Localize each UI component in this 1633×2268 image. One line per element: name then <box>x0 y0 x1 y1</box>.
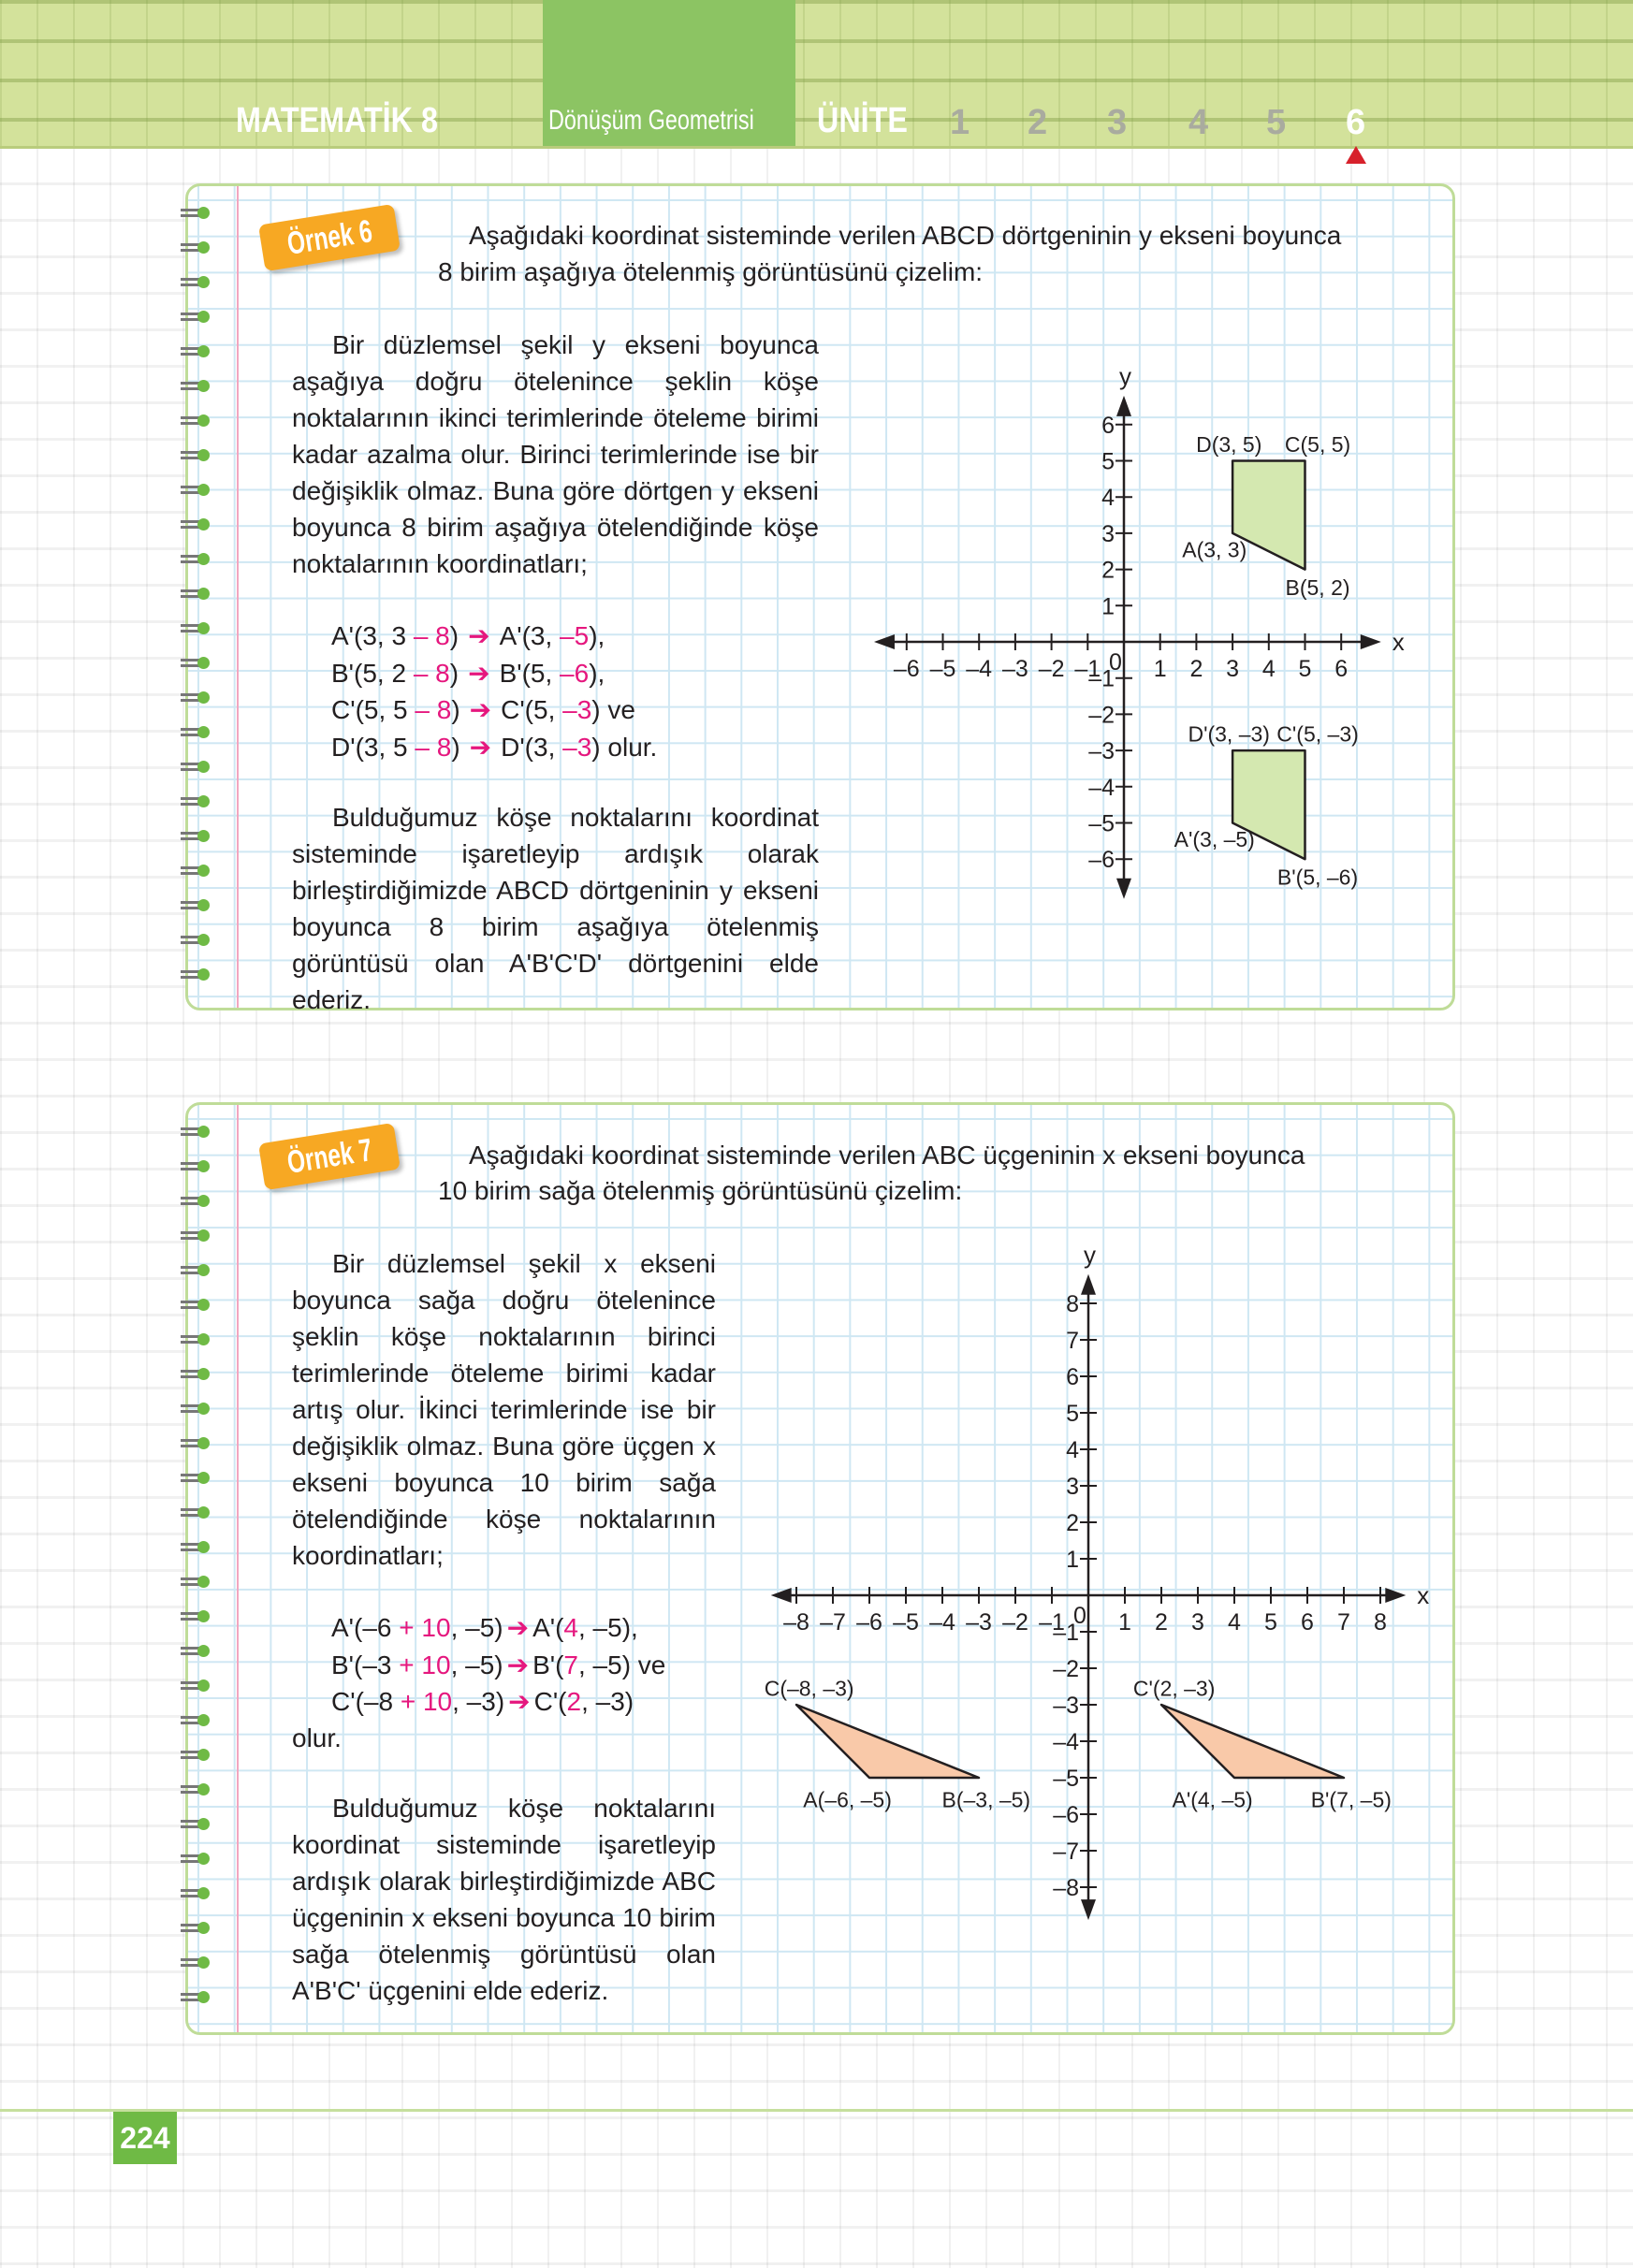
vertex-label: D'(3, –3) <box>1188 721 1270 747</box>
x-tick-label: –6 <box>893 656 920 682</box>
unit-3[interactable]: 3 <box>1107 103 1128 142</box>
arrow-right-icon: ➔ <box>508 1687 531 1716</box>
book-title: MATEMATİK 8 <box>236 101 438 140</box>
vertex-label: C'(2, –3) <box>1132 1676 1216 1701</box>
y-tick-label: 1 <box>1066 1547 1079 1573</box>
vertex-label: A'(3, –5) <box>1174 826 1255 851</box>
x-tick-label: 5 <box>1298 656 1312 682</box>
vertex-label: B'(7, –5) <box>1310 1787 1392 1812</box>
y-tick-label: 6 <box>1101 412 1115 439</box>
chapter-title: Dönüşüm Geometrisi <box>548 105 754 136</box>
y-tick-label: –1 <box>1053 1620 1079 1646</box>
shape-a-primeb-primec-prime <box>1161 1705 1344 1778</box>
equation-row: D'(3, 5 – 8) ➔ D'(3, –3) olur. <box>331 729 657 766</box>
y-tick-label: 7 <box>1066 1328 1079 1354</box>
vertex-label: A(3, 3) <box>1182 537 1247 562</box>
arrow-right-icon: ➔ <box>506 1613 530 1642</box>
vertex-label: C'(5, –3) <box>1276 721 1359 747</box>
x-axis-label: x <box>1417 1581 1430 1609</box>
equation-row: A'(–6 + 10, –5) ➔ A'(4, –5), <box>331 1609 665 1647</box>
conclusion-paragraph: Bulduğumuz köşe noktalarını koordinat sisteminde işaretleyip ardışık olarak birleştirdiğimizde ABCD dörtgeninin y ekseni boyunca 8 birim aşağıya ötelenmiş görüntüsü olan A'B'C'D' dörtgenini elde ederiz. <box>292 803 819 1014</box>
y-tick-label: –4 <box>1088 774 1115 801</box>
example-badge: Örnek 6 <box>258 204 401 271</box>
y-tick-label: –6 <box>1088 847 1115 874</box>
y-tick-label: 3 <box>1101 520 1115 547</box>
arrow-right-icon: ➔ <box>506 1650 530 1679</box>
y-tick-label: 2 <box>1066 1510 1079 1536</box>
vertex-label: B(–3, –5) <box>941 1787 1031 1812</box>
x-tick-label: 3 <box>1226 656 1240 682</box>
x-tick-label: 7 <box>1337 1609 1350 1636</box>
x-tick-label: 5 <box>1264 1609 1277 1636</box>
y-tick-label: –1 <box>1088 665 1115 692</box>
x-tick-label: –3 <box>966 1609 992 1636</box>
explanation-paragraph: Bir düzlemsel şekil x ekseni boyunca sağa doğru ötelenince şeklin köşe noktalarının birinci terimlerinde öteleme birimi kadar artış olur. İkinci terimlerinde ise bir değişiklik olmaz. Buna göre üçgen x ekseni boyunca 10 birim sağa ötelendiğinde köşe noktalarının koordinatları; <box>292 1249 716 1570</box>
y-tick-label: 5 <box>1066 1401 1079 1427</box>
equation-row: B'(5, 2 – 8) ➔ B'(5, –6), <box>331 655 657 692</box>
example-badge: Örnek 7 <box>258 1123 401 1190</box>
y-tick-label: 5 <box>1101 448 1115 475</box>
x-tick-label: 4 <box>1261 656 1276 682</box>
y-tick-label: –3 <box>1053 1693 1079 1719</box>
x-tick-label: 4 <box>1228 1609 1241 1636</box>
x-tick-label: 2 <box>1155 1609 1168 1636</box>
intro-line-2: 8 birim aşağıya ötelenmiş görüntüsünü çizelim: <box>438 257 984 286</box>
x-tick-label: 6 <box>1334 656 1349 682</box>
x-tick-label: –2 <box>1002 1609 1028 1636</box>
unit-label: ÜNİTE <box>817 101 908 140</box>
y-tick-label: 1 <box>1101 593 1115 620</box>
x-tick-label: –5 <box>893 1609 919 1636</box>
y-tick-label: –6 <box>1053 1802 1079 1828</box>
x-tick-label: –7 <box>820 1609 846 1636</box>
y-axis-arrow-down-icon <box>1081 1899 1096 1920</box>
unit-5[interactable]: 5 <box>1266 103 1287 142</box>
vertex-label: A'(4, –5) <box>1172 1787 1253 1812</box>
intro-line-2: 10 birim sağa ötelenmiş görüntüsünü çizelim: <box>438 1176 963 1205</box>
vertex-label: C(–8, –3) <box>764 1676 854 1701</box>
shape-abc <box>796 1705 979 1778</box>
page-number: 224 <box>113 2112 177 2164</box>
equation-row: C'(5, 5 – 8) ➔ C'(5, –3) ve <box>331 691 657 729</box>
x-axis-label: x <box>1392 628 1405 656</box>
y-axis-arrow-up-icon <box>1081 1274 1096 1295</box>
arrow-right-icon: ➔ <box>468 621 490 650</box>
x-tick-label: –5 <box>929 656 956 682</box>
x-tick-label: –3 <box>1001 656 1028 682</box>
explanation-paragraph: Bir düzlemsel şekil y ekseni boyunca aşağıya doğru ötelenince şeklin köşe noktalarının ikinci terimlerinde öteleme birimi kadar azalma olur. Birinci terimlerinde ise bir değişiklik olmaz. Buna göre dörtgen y ekseni boyunca 8 birim aşağıya ötelendiğinde köşe noktalarının koordinatları; <box>292 330 819 578</box>
y-tick-label: –2 <box>1088 702 1115 729</box>
x-tick-label: 6 <box>1301 1609 1314 1636</box>
x-tick-label: 3 <box>1191 1609 1204 1636</box>
vertex-label: D(3, 5) <box>1196 432 1262 458</box>
y-tick-label: –7 <box>1053 1839 1079 1865</box>
y-tick-label: –3 <box>1088 738 1115 765</box>
vertex-label: B'(5, –6) <box>1276 865 1359 890</box>
x-tick-label: 8 <box>1374 1609 1387 1636</box>
y-tick-label: –4 <box>1053 1729 1079 1755</box>
x-tick-label: 1 <box>1153 656 1167 682</box>
arrow-right-icon: ➔ <box>469 732 492 762</box>
x-tick-label: –8 <box>783 1609 809 1636</box>
x-tick-label: –1 <box>1039 1609 1065 1636</box>
y-tick-label: 4 <box>1101 485 1115 512</box>
equation-row: C'(–8 + 10, –3) ➔ C'(2, –3) <box>331 1683 665 1721</box>
y-tick-label: –5 <box>1088 810 1115 837</box>
y-tick-label: 4 <box>1066 1437 1079 1463</box>
vertex-label: B(5, 2) <box>1285 574 1350 600</box>
x-axis-arrow-left-icon <box>771 1588 792 1603</box>
y-tick-label: –2 <box>1053 1656 1079 1682</box>
x-tick-label: –4 <box>966 656 993 682</box>
x-tick-label: 2 <box>1189 656 1203 682</box>
unit-4[interactable]: 4 <box>1188 103 1209 142</box>
vertex-label: A(–6, –5) <box>803 1787 892 1812</box>
arrow-right-icon: ➔ <box>469 695 492 724</box>
unit-1[interactable]: 1 <box>950 103 970 142</box>
arrow-right-icon: ➔ <box>468 658 490 688</box>
origin-label: 0 <box>1073 1603 1086 1629</box>
footer-line <box>0 2109 1633 2112</box>
y-tick-label: –5 <box>1053 1766 1079 1792</box>
equation-row: B'(–3 + 10, –5) ➔ B'(7, –5) ve <box>331 1647 665 1684</box>
olur-text: olur. <box>292 1723 342 1752</box>
y-axis-label: y <box>1084 1240 1096 1269</box>
unit-2[interactable]: 2 <box>1028 103 1048 142</box>
vertex-label: C(5, 5) <box>1284 432 1351 458</box>
x-tick-label: –1 <box>1074 656 1101 682</box>
y-tick-label: 8 <box>1066 1291 1079 1317</box>
x-tick-label: 1 <box>1118 1609 1131 1636</box>
origin-label: 0 <box>1109 649 1122 676</box>
y-axis-label: y <box>1119 361 1131 390</box>
conclusion-paragraph: Bulduğumuz köşe noktalarını koordinat sisteminde işaretleyip ardışık olarak birleştirdiğimizde ABC üçgeninin x ekseni boyunca 10 birim sağa ötelenmiş görüntüsü olan A'B'C' üçgenini elde ederiz. <box>292 1794 716 2005</box>
x-tick-label: –4 <box>929 1609 955 1636</box>
x-axis-arrow-right-icon <box>1385 1588 1406 1603</box>
y-tick-label: 2 <box>1101 557 1115 584</box>
equation-row: A'(3, 3 – 8) ➔ A'(3, –5), <box>331 618 657 655</box>
intro-line-1: Aşağıdaki koordinat sisteminde verilen ABC üçgeninin x ekseni boyunca <box>469 1141 1305 1170</box>
x-tick-label: –6 <box>856 1609 882 1636</box>
y-tick-label: –8 <box>1053 1875 1079 1901</box>
unit-6[interactable]: 6 <box>1346 103 1366 142</box>
x-tick-label: –2 <box>1038 656 1065 682</box>
y-tick-label: 6 <box>1066 1364 1079 1390</box>
y-tick-label: 3 <box>1066 1474 1079 1500</box>
intro-line-1: Aşağıdaki koordinat sisteminde verilen ABCD dörtgeninin y ekseni boyunca <box>469 221 1342 250</box>
